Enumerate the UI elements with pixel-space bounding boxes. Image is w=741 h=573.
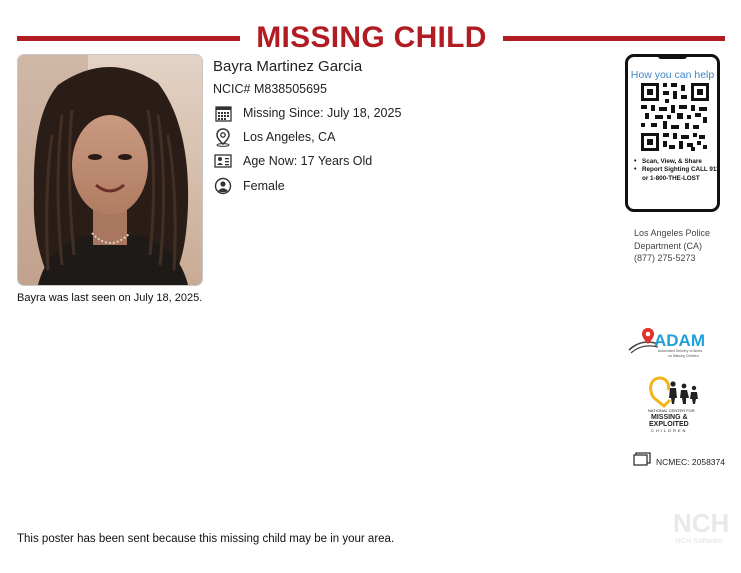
agency-name-line2: Department (CA) (634, 240, 703, 251)
ncmec-line1: NATIONAL CENTER FOR (648, 408, 695, 413)
agency-contact (634, 227, 710, 265)
agency-phone[interactable]: (877) 275-5273 (634, 253, 696, 263)
header-rule-right (503, 36, 725, 41)
sex-text: Female (243, 179, 285, 193)
how-to-help-panel (625, 54, 720, 212)
location-text: Los Angeles, CA (243, 130, 336, 144)
ncmec-case-row (633, 452, 725, 471)
missing-since-text: Missing Since: July 18, 2025 (243, 106, 402, 120)
poster-title: MISSING CHILD (256, 21, 487, 54)
folder-icon (633, 452, 651, 471)
help-list (632, 158, 726, 183)
age-row (213, 151, 372, 171)
header-rule-left (17, 36, 240, 41)
child-name: Bayra Martinez Garcia (213, 58, 363, 75)
nch-software: NCH Software (675, 536, 723, 545)
qr-code-icon[interactable] (641, 83, 709, 151)
help-heading: How you can help (630, 69, 715, 81)
ncmec-line3: EXPLOITED (649, 421, 689, 428)
calendar-icon (213, 103, 233, 123)
ncmec-line4: CHILDREN (651, 428, 688, 433)
ncic-number: NCIC# M838505695 (213, 82, 327, 96)
ncmec-logo (646, 374, 704, 434)
footer-note: This poster has been sent because this missing child may be in your area. (17, 533, 395, 545)
phone-notch (658, 54, 687, 59)
sex-row (213, 176, 285, 196)
ncmec-line2: MISSING & (651, 414, 688, 421)
last-seen-text: Bayra was last seen on July 18, 2025. (17, 292, 203, 304)
help-item-report: • Report Sighting CALL 911 or 1-800-THE-LOST (642, 166, 726, 183)
adam-logo (628, 326, 720, 360)
child-photo (17, 54, 203, 286)
adam-tagline-1: Automated Delivery of Alerts (658, 349, 703, 353)
ncmec-case-number: NCMEC: 2058374 (656, 456, 725, 467)
id-card-icon (213, 151, 233, 171)
nch-wordmark: NCH (673, 508, 730, 538)
nch-watermark (671, 506, 731, 546)
location-row (213, 127, 335, 147)
person-icon (213, 176, 233, 196)
missing-since-row (213, 103, 401, 123)
adam-wordmark: ADAM (654, 331, 705, 350)
adam-tagline-2: on Missing Children (668, 354, 699, 358)
agency-name-line1: Los Angeles Police (634, 228, 711, 238)
location-pin-icon (213, 127, 233, 147)
age-text: Age Now: 17 Years Old (243, 154, 373, 168)
help-item-scan: • Scan, View, & Share (642, 158, 726, 166)
